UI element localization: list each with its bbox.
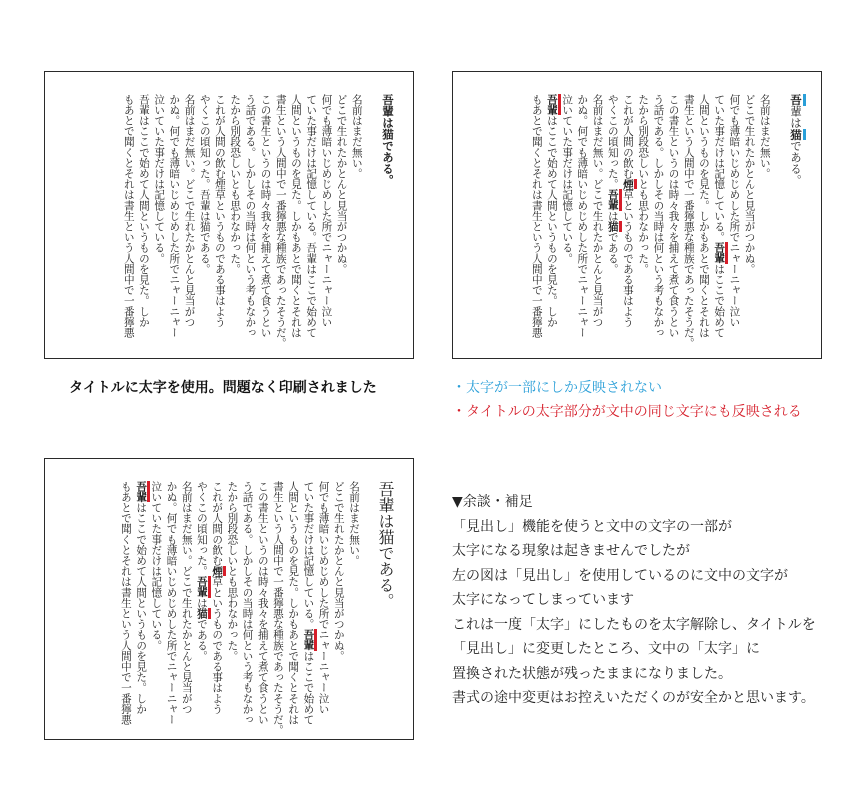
text-segment: はここで始めて人間というものを見た。しか <box>135 502 148 715</box>
text-line: 名前はまだ無い。 <box>348 481 360 566</box>
text-line: う話である。しかしその当時は何という考もなかっ <box>241 481 254 725</box>
text-segment: これが人間の飲む <box>211 481 224 566</box>
text-line: 何でも薄暗いじめじめした所でニャーニャー泣い <box>320 94 333 328</box>
text-line <box>300 481 315 735</box>
text-line: もあとで聞くとそれは書生という人間中で一番獰悪 <box>122 94 135 338</box>
text-line: この書生というのは時々我々を捕えて煮て食うとい <box>667 94 680 338</box>
text-line: 泣いていた事だけは記憶している。 <box>153 94 166 264</box>
text-line: 名前はまだ無い。 <box>758 94 771 179</box>
doc-title: 吾輩は猫である。 <box>788 94 803 348</box>
text-line: 人間というものを見た。しかもあとで聞くとそれは <box>697 94 710 338</box>
text-line: どこで生れたかとんと見当がつかぬ。 <box>743 94 756 275</box>
text-segment: は <box>606 210 619 222</box>
text-segment: ていた事だけは記憶している。 <box>713 94 726 243</box>
bold-highlight: 猫 <box>196 608 211 619</box>
text-line: 人間というものを見た。しかもあとで聞くとそれは <box>287 481 300 725</box>
title-bold-part: 猫 <box>789 129 806 141</box>
text-segment: はここで始めて <box>302 650 315 725</box>
text-line: 名前はまだ無い。どこで生れたかとんと見当がつ <box>591 94 604 328</box>
text-line: 吾輩はここで始めて人間というものを見た。しか <box>137 94 150 328</box>
text-line: かぬ。何でも薄暗いじめじめした所でニャーニャー <box>168 94 181 338</box>
issue-item-red: ・タイトルの太字部分が文中の同じ文字にも反映される <box>452 404 802 420</box>
text-line: 名前はまだ無い。どこで生れたかとんと見当がつ <box>183 94 196 328</box>
text-line: たから別段恐しいとも思わなかった。 <box>229 94 242 275</box>
text-line: 何でも薄暗いじめじめした所でニャーニャー泣い <box>728 94 741 328</box>
text-segment: である。 <box>606 231 619 275</box>
document-preview-bold-title <box>44 71 414 359</box>
note-line: 太字になってしまっています <box>452 592 634 608</box>
text-segment: これが人間の飲む <box>621 94 634 179</box>
doc-title: 吾輩は猫である。 <box>381 94 395 186</box>
bold-highlight: 吾輩 <box>546 94 561 115</box>
text-line: この書生というのは時々我々を捕えて煮て食うとい <box>259 94 272 338</box>
vertical-text-block <box>121 94 395 348</box>
text-line: 何でも薄暗いじめじめした所でニャーニャー泣い <box>317 481 330 715</box>
text-segment: はここで始めて <box>713 263 726 338</box>
text-segment: 草というものである事はよう <box>211 576 224 715</box>
note-line: 書式の途中変更はお控えいただくのが安全かと思います。 <box>452 690 815 706</box>
vertical-text-block <box>529 94 803 348</box>
bold-highlight: 吾輩 <box>302 629 317 650</box>
note-line: 「見出し」に変更したところ、文中の「太字」に <box>452 641 760 657</box>
text-line <box>711 94 726 348</box>
text-line: もあとで聞くとそれは書生という人間中で一番獰悪 <box>119 481 132 725</box>
text-line <box>605 94 620 348</box>
panel1-caption: タイトルに太字を使用。問題なく印刷されました <box>69 380 377 396</box>
title-bold-part: 吾 <box>789 94 806 106</box>
text-segment: はここで始めて人間というものを見た。しか <box>545 115 558 328</box>
document-preview-partial-bold <box>452 71 822 359</box>
note-line: 左の図は「見出し」を使用しているのに文中の文字が <box>452 567 788 584</box>
text-line: これが人間の飲む煙草というものである事はよう <box>213 94 226 328</box>
doc-title-heading: 吾輩は猫である。 <box>376 481 395 609</box>
text-line: 名前はまだ無い。どこで生れたかとんと見当がつ <box>180 481 193 715</box>
text-line: どこで生れたかとんと見当がつかぬ。 <box>335 94 348 275</box>
document-preview-heading-style <box>44 458 414 740</box>
text-line: 人間というものを見た。しかもあとで聞くとそれは <box>289 94 302 338</box>
vertical-text-block <box>118 481 395 735</box>
note-line: これは一度「太字」にしたものを太字解除し、タイトルを <box>452 616 816 633</box>
supplementary-note <box>452 490 862 711</box>
issue-item-blue: ・太字が一部にしか反映されない <box>452 380 662 396</box>
text-line: どこで生れたかとんと見当がつかぬ。 <box>332 481 345 662</box>
note-line: 太字になる現象は起きませんでしたが <box>452 543 690 559</box>
bold-highlight: 煙 <box>211 566 226 577</box>
text-line <box>194 481 209 735</box>
text-line: う話である。しかしその当時は何という考もなかっ <box>244 94 257 338</box>
text-line: 泣いていた事だけは記憶している。 <box>150 481 163 651</box>
text-line: ていた事だけは記憶している。吾輩はここで始めて <box>305 94 318 338</box>
text-line: 名前はまだ無い。 <box>350 94 363 179</box>
text-line <box>544 94 559 348</box>
text-line <box>620 94 635 348</box>
text-line: かぬ。何でも薄暗いじめじめした所でニャーニャー <box>576 94 589 338</box>
text-segment: 草というものである事はよう <box>621 189 634 328</box>
text-line: 泣いていた事だけは記憶している。 <box>561 94 574 264</box>
text-line: たから別段恐しいとも思わなかった。 <box>637 94 650 275</box>
bold-highlight: 猫 <box>607 221 622 232</box>
text-line: 書生という人間中で一番獰悪な種族であったそうだ。 <box>682 94 695 349</box>
note-line: 置換された状態が残ったままになりました。 <box>452 665 732 682</box>
text-line: この書生というのは時々我々を捕えて煮て食うとい <box>256 481 269 725</box>
bold-highlight: 吾輩 <box>713 242 728 263</box>
text-segment: やくこの頃知った。 <box>606 94 619 190</box>
text-line: もあとで聞くとそれは書生という人間中で一番獰悪 <box>530 94 543 338</box>
bold-highlight: 煙 <box>622 179 637 190</box>
text-line <box>133 481 148 735</box>
text-line <box>209 481 224 735</box>
text-segment: である。 <box>195 618 208 662</box>
text-segment: やくこの頃知った。 <box>195 481 208 577</box>
text-line: う話である。しかしその当時は何という考もなかっ <box>652 94 665 338</box>
text-line: かぬ。何でも薄暗いじめじめした所でニャーニャー <box>165 481 178 725</box>
text-line: 書生という人間中で一番獰悪な種族であったそうだ。 <box>271 481 284 736</box>
text-line: やくこの頃知った。吾輩は猫である。 <box>198 94 211 275</box>
bold-highlight: 吾輩 <box>607 189 622 210</box>
text-line: たから別段恐しいとも思わなかった。 <box>226 481 239 662</box>
note-heading: ▼余談・補足 <box>452 494 533 510</box>
bold-highlight: 吾輩 <box>135 481 150 502</box>
note-line: 「見出し」機能を使うと文中の文字の一部が <box>452 518 732 535</box>
text-segment: ていた事だけは記憶している。 <box>302 481 315 630</box>
text-line: 書生という人間中で一番獰悪な種族であったそうだ。 <box>274 94 287 349</box>
bold-highlight: 吾輩 <box>196 576 211 597</box>
text-segment: は <box>195 597 208 609</box>
